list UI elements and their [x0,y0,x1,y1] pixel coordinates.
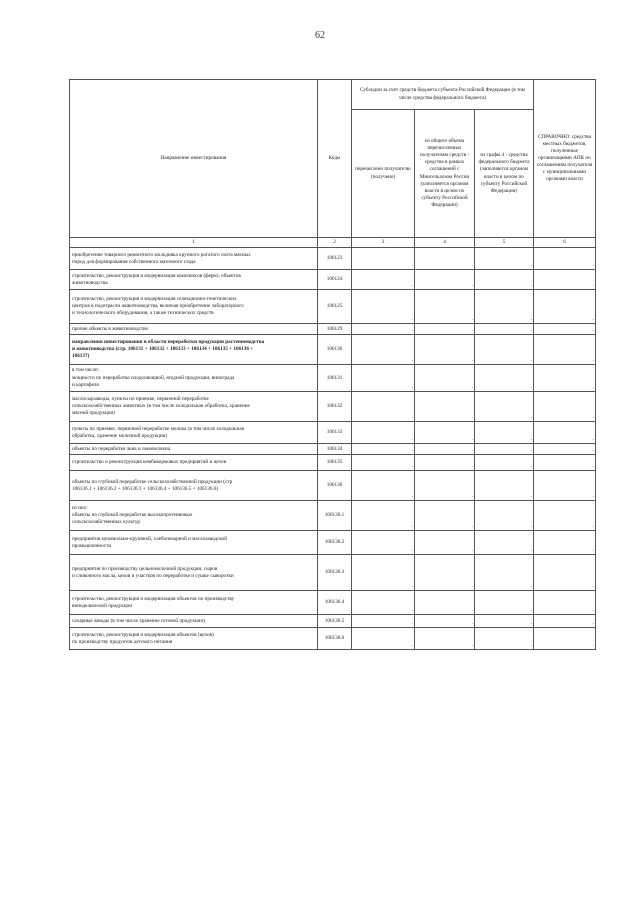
table-row [70,248,596,270]
row-direction [70,455,318,471]
header-from-total: из общего объема перечисленных получателям средств - средства в рамках соглашений с Минсельхозом России (заполняется органом власти в целом по субъекту Российской Федерации) [415,110,475,238]
row-code: 106132 [318,392,352,422]
value-cell[interactable] [534,455,596,471]
row-code: 106135 [318,455,352,471]
table-row [70,555,596,591]
value-cell[interactable] [352,615,415,628]
row-direction-line: сахарные заводы (в том числе хранение готовой продукции) [72,617,205,624]
row-direction-line: сельскохозяйственных культур [72,519,141,526]
value-cell[interactable] [352,290,415,324]
value-cell[interactable] [475,531,534,555]
row-direction [70,501,318,531]
value-cell[interactable] [475,455,534,471]
value-cell[interactable] [352,422,415,444]
value-cell[interactable] [534,392,596,422]
row-code: 106136.3 [318,555,352,591]
row-direction-line: по производству продуктов детского питания [72,638,173,645]
value-cell[interactable] [475,422,534,444]
value-cell[interactable] [534,324,596,335]
header-codes: Коды [318,80,352,238]
row-direction-line: животноводства [72,279,108,286]
row-direction-line: и технологического оборудования, а также технических средств [72,310,214,317]
row-direction [70,392,318,422]
value-cell[interactable] [534,501,596,531]
row-direction-line: мощности по переработке плодоовощной, ягодной продукции, винограда [72,374,235,381]
header-subsidy-group: Субсидии за счет средств бюджета субъекта Российской Федерации (в том числе средства федерального бюджета) [352,80,534,110]
value-cell[interactable] [534,555,596,591]
row-direction [70,471,318,501]
value-cell[interactable] [415,335,475,365]
row-direction [70,365,318,392]
value-cell[interactable] [475,444,534,455]
value-cell[interactable] [534,628,596,650]
row-code: 106136 [318,471,352,501]
row-direction [70,324,318,335]
value-cell[interactable] [415,591,475,615]
value-cell[interactable] [352,455,415,471]
row-direction-line: и сливочного масла, цехов и участков по переработке и сушке сыворотки [72,572,234,579]
value-cell[interactable] [475,248,534,270]
row-direction-line: строительство и реконструкция комбикормовых предприятий и цехов [72,459,227,465]
row-direction [70,290,318,324]
row-direction-line: и картофеля [72,381,99,388]
row-code: 106134 [318,444,352,455]
value-cell[interactable] [415,248,475,270]
table-row [70,335,596,365]
value-cell[interactable] [415,531,475,555]
row-direction-line: приобретение товарного ремонтного молодняка крупного рогатого скота мясных [72,251,251,258]
row-direction-line: в том числе: [72,367,100,374]
value-cell[interactable] [352,324,415,335]
row-code: 106136.1 [318,501,352,531]
row-code: 106136.2 [318,531,352,555]
row-direction-line: из них: [72,504,88,511]
value-cell[interactable] [415,290,475,324]
value-cell[interactable] [475,628,534,650]
row-direction-line: объекты по глубокой переработке высокопротеиновых [72,512,193,518]
value-cell[interactable] [352,248,415,270]
value-cell[interactable] [415,471,475,501]
column-number: 2 [318,238,352,248]
column-number-row [70,238,596,248]
row-direction-line: промышленности [72,542,112,549]
table-row [70,324,596,335]
table-row [70,422,596,444]
row-direction-line: прочие объекты в животноводстве [72,325,148,332]
value-cell[interactable] [415,270,475,290]
value-cell[interactable] [352,392,415,422]
value-cell[interactable] [415,615,475,628]
row-code: 106125 [318,290,352,324]
value-cell[interactable] [352,591,415,615]
value-cell[interactable] [415,501,475,531]
row-code: 106124 [318,270,352,290]
row-direction-line: предприятия по производству цельномолочной продукции, сыров [72,565,218,572]
header-federal: из графы 4 - средства федерального бюджета (заполняется органом власти в целом по субъекту Российской Федерации) [475,110,534,238]
table-row [70,365,596,392]
header-received: перечислено получателю (получено) [352,110,415,238]
value-cell[interactable] [534,531,596,555]
column-number: 3 [352,238,415,248]
row-direction [70,270,318,290]
value-cell[interactable] [415,555,475,591]
row-direction [70,531,318,555]
value-cell[interactable] [475,392,534,422]
value-cell[interactable] [475,335,534,365]
value-cell[interactable] [475,290,534,324]
table-row [70,628,596,650]
table-row [70,444,596,455]
table-row [70,531,596,555]
header-direction: Направление инвестирования [70,80,318,238]
value-cell[interactable] [475,615,534,628]
value-cell[interactable] [534,615,596,628]
row-direction-line: маслосырзаводы, пункты по приемке, первичной переработке [72,395,209,402]
value-cell[interactable] [475,471,534,501]
row-direction-line: 106136.1 + 106136.2 + 106136.3 + 106136.4 + 106136.5 + 106136.6) [72,485,219,492]
header-reference: СПРАВОЧНО: средства местных бюджетов, полученные организациями АПК по соглашениям получателя с муниципальными органами власти [534,80,596,238]
row-direction-line: мясной продукции) [72,410,116,417]
row-direction-line: обработка, хранение молочной продукции) [72,432,168,439]
value-cell[interactable] [352,531,415,555]
row-code: 106129 [318,324,352,335]
table-row [70,270,596,290]
row-direction-line: строительство, реконструкция и модернизация комплексов (ферм), объектов [72,272,241,279]
value-cell[interactable] [415,392,475,422]
row-direction [70,615,318,628]
table-row [70,591,596,615]
value-cell[interactable] [534,471,596,501]
table-body [70,248,596,650]
row-direction-line: центров в подотрасли животноводства, включая приобретение лабораторного [72,303,244,309]
row-direction [70,555,318,591]
row-code: 106123 [318,248,352,270]
table-row [70,501,596,531]
column-number: 5 [475,238,534,248]
value-cell[interactable] [475,591,534,615]
row-direction-line: винодельческой продукции [72,602,133,609]
row-direction-line: строительство, реконструкция и модернизация объектов (цехов) [72,631,214,638]
row-direction-line: строительство, реконструкция и модернизация селекционно-генетических [72,295,237,302]
table-row [70,455,596,471]
table-row [70,290,596,324]
row-code: 106131 [318,365,352,392]
value-cell[interactable] [352,555,415,591]
row-direction-line: направления инвестирования в области переработки продукции растениеводства [72,338,265,345]
row-direction-line: строительство, реконструкция и модернизация объектов по производству [72,595,235,602]
value-cell[interactable] [352,501,415,531]
row-code: 106136.4 [318,591,352,615]
row-direction-line: объекты по глубокой переработке сельскохозяйственной продукции (стр [72,478,233,485]
value-cell[interactable] [352,335,415,365]
value-cell[interactable] [534,248,596,270]
value-cell[interactable] [352,628,415,650]
column-number: 1 [70,238,318,248]
row-code: 106133 [318,422,352,444]
value-cell[interactable] [352,365,415,392]
row-direction [70,591,318,615]
value-cell[interactable] [415,324,475,335]
column-number: 4 [415,238,475,248]
value-cell[interactable] [534,365,596,392]
value-cell[interactable] [352,471,415,501]
row-direction-line: объекты по переработке льна и льноволокна [72,445,170,452]
value-cell[interactable] [352,270,415,290]
value-cell[interactable] [534,444,596,455]
row-direction-line: и животноводства (стр. 106131 + 106132 + 106133 + 106134 + 106135 + 106136 + [72,346,254,352]
row-code: 106136.6 [318,628,352,650]
table-row [70,471,596,501]
value-cell[interactable] [534,270,596,290]
column-number: 6 [534,238,596,248]
value-cell[interactable] [475,270,534,290]
table-row [70,392,596,422]
value-cell[interactable] [415,444,475,455]
row-direction [70,335,318,365]
row-direction [70,628,318,650]
value-cell[interactable] [534,422,596,444]
investment-table [69,79,596,650]
row-direction-line: предприятия мукомольно-крупяной, хлебопекарной и маслозаводской [72,535,227,542]
value-cell[interactable] [415,365,475,392]
value-cell[interactable] [475,324,534,335]
row-direction [70,248,318,270]
row-direction [70,422,318,444]
value-cell[interactable] [534,591,596,615]
page-number: 62 [315,30,325,41]
row-code: 106130 [318,335,352,365]
value-cell[interactable] [475,365,534,392]
row-direction-line: сельскохозяйственных животных (в том числе холодильная обработка, хранение [72,403,250,409]
row-direction-line: 106137) [72,353,90,360]
value-cell[interactable] [415,455,475,471]
row-direction-line: пункты по приемке, первичной переработке молока (в том числе холодильная [72,425,245,432]
value-cell[interactable] [352,444,415,455]
row-code: 106136.5 [318,615,352,628]
value-cell[interactable] [534,335,596,365]
value-cell[interactable] [475,501,534,531]
value-cell[interactable] [415,422,475,444]
value-cell[interactable] [415,628,475,650]
table-row [70,615,596,628]
value-cell[interactable] [475,555,534,591]
row-direction-line: пород для формирования собственного маточного стада [72,258,196,265]
value-cell[interactable] [534,290,596,324]
row-direction [70,444,318,455]
